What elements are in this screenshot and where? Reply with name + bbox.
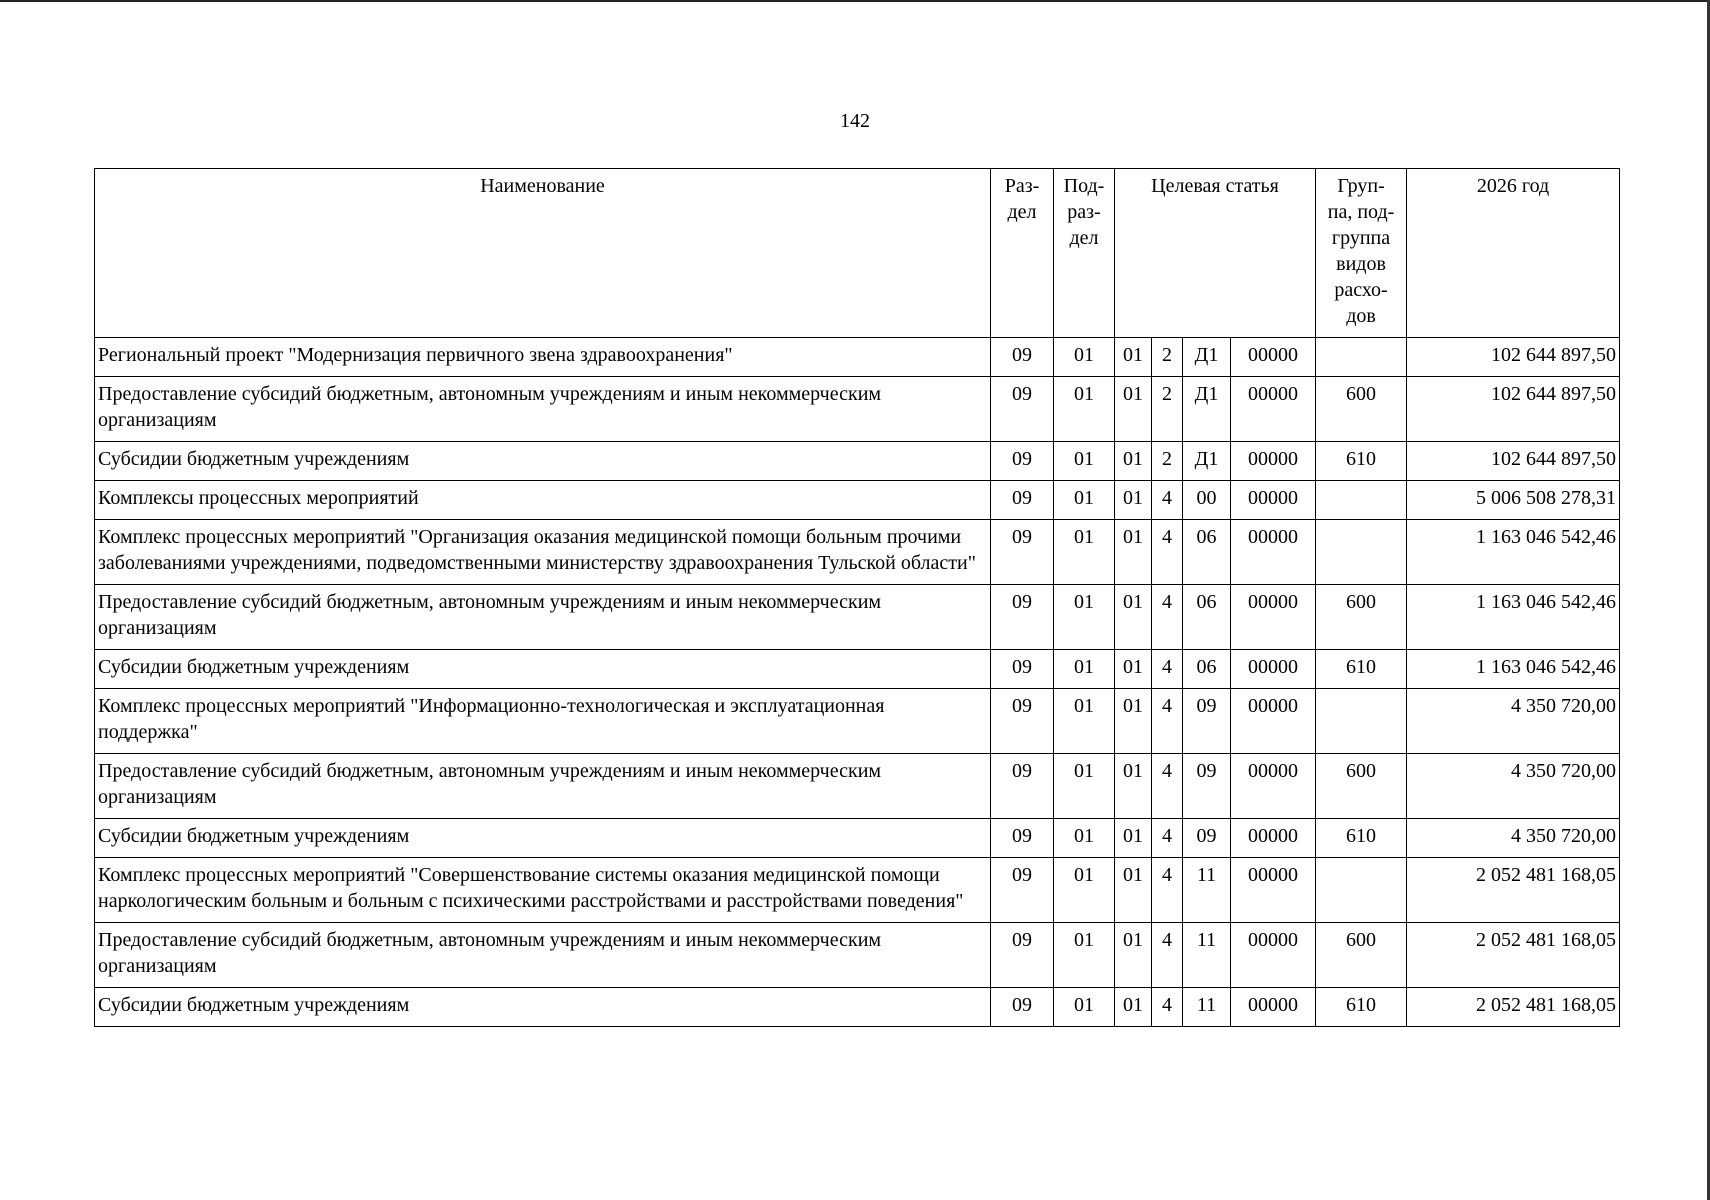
- row-celevaya-part1: 01: [1115, 377, 1152, 442]
- row-vid-rashodov: 610: [1316, 442, 1407, 481]
- row-sum-2026: 4 350 720,00: [1407, 754, 1620, 819]
- row-celevaya-part2: 4: [1152, 481, 1183, 520]
- header-podrazdel: Под- раз- дел: [1054, 169, 1115, 338]
- row-celevaya-part3: 09: [1183, 689, 1231, 754]
- scan-edge-top: [0, 0, 1710, 2]
- row-razdel: 09: [991, 988, 1054, 1027]
- row-name: Субсидии бюджетным учреждениям: [95, 819, 991, 858]
- row-celevaya-part3: 06: [1183, 585, 1231, 650]
- row-name: Предоставление субсидий бюджетным, автономным учреждениям и иным некоммерческим организациям: [95, 377, 991, 442]
- row-vid-rashodov: 600: [1316, 585, 1407, 650]
- row-celevaya-part3: Д1: [1183, 442, 1231, 481]
- row-celevaya-part4: 00000: [1231, 338, 1316, 377]
- table-row: [95, 858, 1620, 923]
- row-celevaya-part3: 00: [1183, 481, 1231, 520]
- row-vid-rashodov: 600: [1316, 754, 1407, 819]
- row-celevaya-part1: 01: [1115, 858, 1152, 923]
- row-sum-2026: 2 052 481 168,05: [1407, 923, 1620, 988]
- header-gruppa-vidov-rashodov: Груп- па, под- группа видов расхо- дов: [1316, 169, 1407, 338]
- row-sum-2026: 2 052 481 168,05: [1407, 988, 1620, 1027]
- row-celevaya-part4: 00000: [1231, 520, 1316, 585]
- row-celevaya-part4: 00000: [1231, 754, 1316, 819]
- row-celevaya-part1: 01: [1115, 988, 1152, 1027]
- row-vid-rashodov: [1316, 858, 1407, 923]
- header-year: 2026 год: [1407, 169, 1620, 338]
- row-celevaya-part1: 01: [1115, 481, 1152, 520]
- row-sum-2026: 1 163 046 542,46: [1407, 520, 1620, 585]
- table-row: [95, 481, 1620, 520]
- row-razdel: 09: [991, 819, 1054, 858]
- row-celevaya-part3: 09: [1183, 819, 1231, 858]
- table-row: [95, 988, 1620, 1027]
- row-podrazdel: 01: [1054, 585, 1115, 650]
- row-podrazdel: 01: [1054, 650, 1115, 689]
- table-row: [95, 442, 1620, 481]
- row-razdel: 09: [991, 585, 1054, 650]
- row-celevaya-part4: 00000: [1231, 923, 1316, 988]
- row-celevaya-part3: Д1: [1183, 377, 1231, 442]
- row-celevaya-part3: 11: [1183, 988, 1231, 1027]
- header-razdel: Раз- дел: [991, 169, 1054, 338]
- row-celevaya-part2: 4: [1152, 689, 1183, 754]
- row-razdel: 09: [991, 520, 1054, 585]
- row-podrazdel: 01: [1054, 520, 1115, 585]
- row-podrazdel: 01: [1054, 988, 1115, 1027]
- row-celevaya-part4: 00000: [1231, 377, 1316, 442]
- row-celevaya-part2: 4: [1152, 819, 1183, 858]
- row-sum-2026: 4 350 720,00: [1407, 689, 1620, 754]
- row-name: Региональный проект "Модернизация первичного звена здравоохранения": [95, 338, 991, 377]
- row-vid-rashodov: 600: [1316, 377, 1407, 442]
- row-celevaya-part4: 00000: [1231, 988, 1316, 1027]
- row-sum-2026: 1 163 046 542,46: [1407, 650, 1620, 689]
- row-vid-rashodov: 610: [1316, 650, 1407, 689]
- row-podrazdel: 01: [1054, 858, 1115, 923]
- row-celevaya-part4: 00000: [1231, 819, 1316, 858]
- row-celevaya-part1: 01: [1115, 650, 1152, 689]
- header-celevaya-statya: Целевая статья: [1115, 169, 1316, 338]
- row-name: Комплекс процессных мероприятий "Совершенствование системы оказания медицинской помощи наркологическим больным и больным с психическими расстройствами и расстройствами поведения": [95, 858, 991, 923]
- row-name: Субсидии бюджетным учреждениям: [95, 988, 991, 1027]
- row-podrazdel: 01: [1054, 754, 1115, 819]
- row-celevaya-part3: 09: [1183, 754, 1231, 819]
- row-name: Комплекс процессных мероприятий "Организация оказания медицинской помощи больным прочими заболеваниями учреждениями, подведомственными министерству здравоохранения Тульской области": [95, 520, 991, 585]
- table-row: [95, 754, 1620, 819]
- row-sum-2026: 4 350 720,00: [1407, 819, 1620, 858]
- table-row: [95, 585, 1620, 650]
- row-sum-2026: 5 006 508 278,31: [1407, 481, 1620, 520]
- row-razdel: 09: [991, 923, 1054, 988]
- row-celevaya-part2: 4: [1152, 754, 1183, 819]
- row-razdel: 09: [991, 689, 1054, 754]
- row-name: Предоставление субсидий бюджетным, автономным учреждениям и иным некоммерческим организациям: [95, 585, 991, 650]
- row-podrazdel: 01: [1054, 923, 1115, 988]
- table-row: [95, 689, 1620, 754]
- row-name: Комплекс процессных мероприятий "Информационно-технологическая и эксплуатационная поддержка": [95, 689, 991, 754]
- row-celevaya-part4: 00000: [1231, 689, 1316, 754]
- row-celevaya-part2: 4: [1152, 650, 1183, 689]
- row-celevaya-part3: 11: [1183, 858, 1231, 923]
- row-razdel: 09: [991, 754, 1054, 819]
- row-sum-2026: 1 163 046 542,46: [1407, 585, 1620, 650]
- row-celevaya-part1: 01: [1115, 754, 1152, 819]
- table-row: [95, 819, 1620, 858]
- table-row: [95, 923, 1620, 988]
- header-name: Наименование: [95, 169, 991, 338]
- row-podrazdel: 01: [1054, 481, 1115, 520]
- row-vid-rashodov: 600: [1316, 923, 1407, 988]
- row-razdel: 09: [991, 858, 1054, 923]
- row-vid-rashodov: [1316, 689, 1407, 754]
- row-celevaya-part2: 4: [1152, 988, 1183, 1027]
- row-celevaya-part4: 00000: [1231, 481, 1316, 520]
- row-celevaya-part3: 06: [1183, 650, 1231, 689]
- row-sum-2026: 2 052 481 168,05: [1407, 858, 1620, 923]
- row-celevaya-part2: 2: [1152, 338, 1183, 377]
- row-sum-2026: 102 644 897,50: [1407, 377, 1620, 442]
- row-name: Субсидии бюджетным учреждениям: [95, 442, 991, 481]
- row-razdel: 09: [991, 377, 1054, 442]
- row-name: Предоставление субсидий бюджетным, автономным учреждениям и иным некоммерческим организациям: [95, 923, 991, 988]
- row-podrazdel: 01: [1054, 377, 1115, 442]
- row-celevaya-part4: 00000: [1231, 650, 1316, 689]
- row-razdel: 09: [991, 650, 1054, 689]
- row-podrazdel: 01: [1054, 819, 1115, 858]
- table-body: [95, 338, 1620, 1027]
- row-name: Комплексы процессных мероприятий: [95, 481, 991, 520]
- row-celevaya-part1: 01: [1115, 819, 1152, 858]
- row-podrazdel: 01: [1054, 689, 1115, 754]
- table-row: [95, 650, 1620, 689]
- row-celevaya-part4: 00000: [1231, 858, 1316, 923]
- row-celevaya-part2: 2: [1152, 377, 1183, 442]
- row-celevaya-part1: 01: [1115, 520, 1152, 585]
- row-celevaya-part2: 4: [1152, 858, 1183, 923]
- row-celevaya-part1: 01: [1115, 923, 1152, 988]
- row-celevaya-part2: 2: [1152, 442, 1183, 481]
- row-celevaya-part3: 11: [1183, 923, 1231, 988]
- row-vid-rashodov: [1316, 338, 1407, 377]
- row-celevaya-part2: 4: [1152, 520, 1183, 585]
- row-celevaya-part3: Д1: [1183, 338, 1231, 377]
- row-celevaya-part4: 00000: [1231, 442, 1316, 481]
- row-celevaya-part2: 4: [1152, 585, 1183, 650]
- table-row: [95, 520, 1620, 585]
- row-vid-rashodov: [1316, 520, 1407, 585]
- table-header-row: [95, 169, 1620, 338]
- page-number: 142: [840, 110, 870, 132]
- row-razdel: 09: [991, 481, 1054, 520]
- row-vid-rashodov: 610: [1316, 988, 1407, 1027]
- row-vid-rashodov: 610: [1316, 819, 1407, 858]
- row-celevaya-part4: 00000: [1231, 585, 1316, 650]
- row-razdel: 09: [991, 442, 1054, 481]
- table-row: [95, 338, 1620, 377]
- row-celevaya-part1: 01: [1115, 585, 1152, 650]
- row-celevaya-part1: 01: [1115, 689, 1152, 754]
- row-celevaya-part1: 01: [1115, 338, 1152, 377]
- row-vid-rashodov: [1316, 481, 1407, 520]
- row-sum-2026: 102 644 897,50: [1407, 442, 1620, 481]
- row-celevaya-part2: 4: [1152, 923, 1183, 988]
- row-celevaya-part3: 06: [1183, 520, 1231, 585]
- budget-table: [94, 168, 1620, 1027]
- table-row: [95, 377, 1620, 442]
- row-name: Субсидии бюджетным учреждениям: [95, 650, 991, 689]
- row-podrazdel: 01: [1054, 338, 1115, 377]
- row-razdel: 09: [991, 338, 1054, 377]
- row-name: Предоставление субсидий бюджетным, автономным учреждениям и иным некоммерческим организациям: [95, 754, 991, 819]
- row-celevaya-part1: 01: [1115, 442, 1152, 481]
- row-podrazdel: 01: [1054, 442, 1115, 481]
- row-sum-2026: 102 644 897,50: [1407, 338, 1620, 377]
